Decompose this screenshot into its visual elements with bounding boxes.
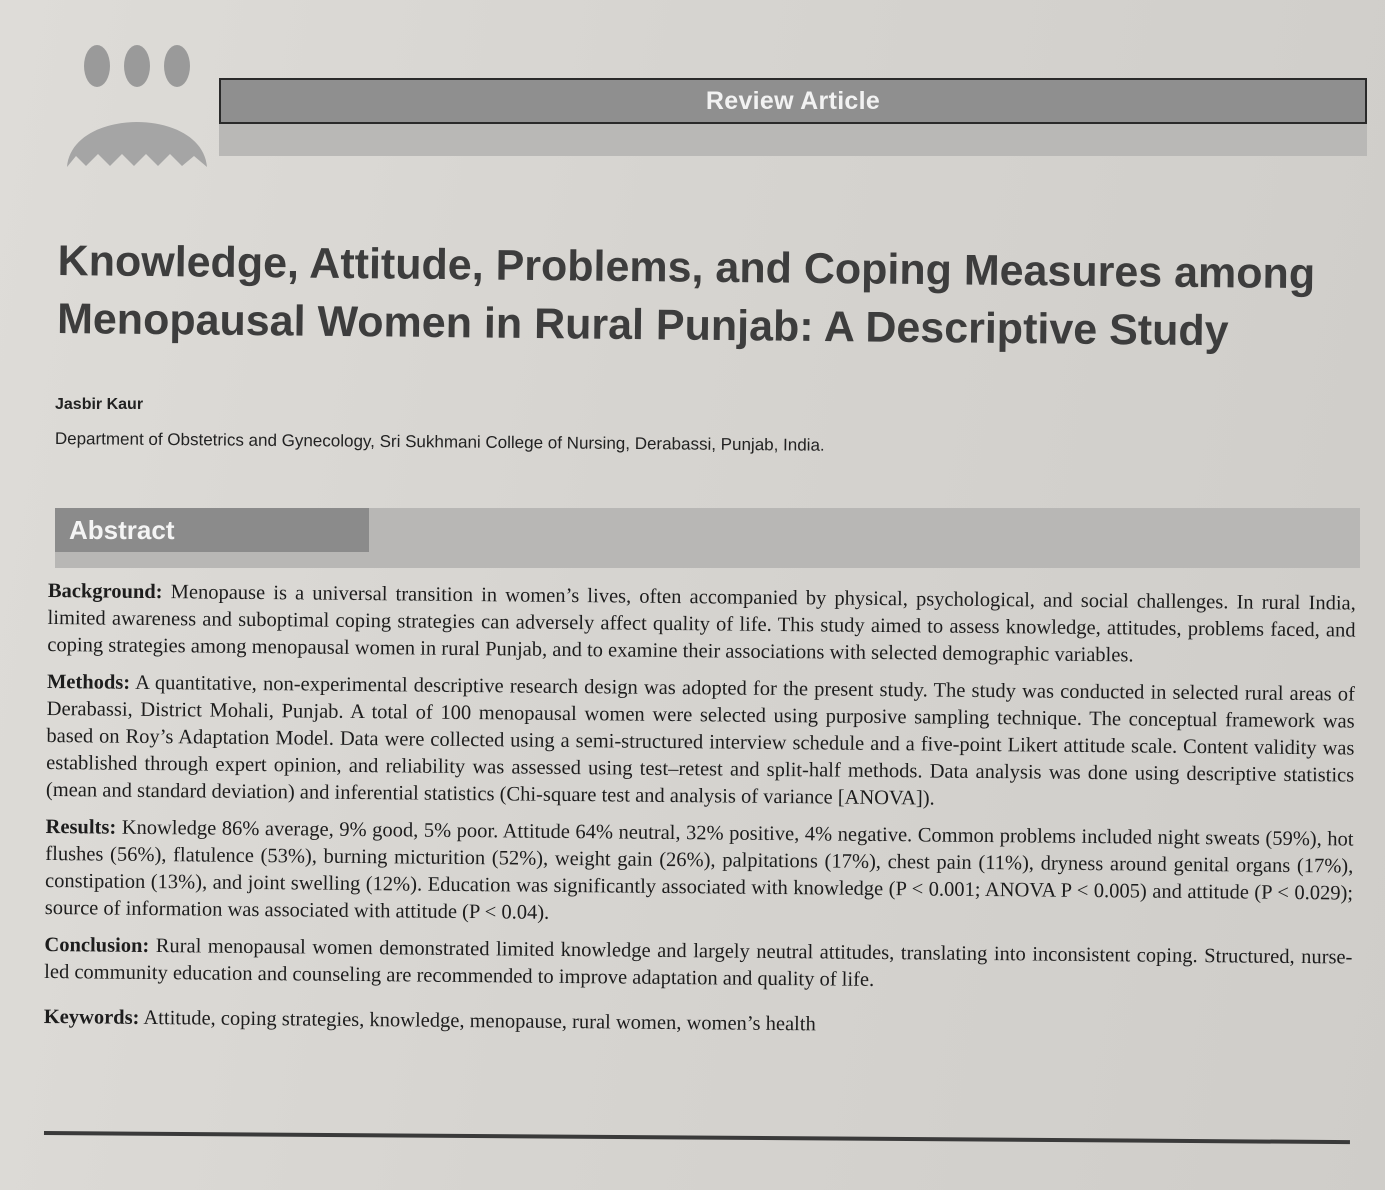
section-text: A quantitative, non-experimental descriptive research design was adopted for the present study. The study was conducted in selected rural areas of Derabassi, District Mohali, Punjab. A total of 100 menopausal women were selected using purposive sampling technique. The conceptual framework was based on Roy’s Adaptation Model. Data were collected using a semi-structured interview schedule and a five-point Likert attitude scale. Content validity was established through expert opinion, and reliability was assessed using test–retest and split-half methods. Data analysis was done using descriptive statistics (mean and standard deviation) and inferential statistics (Chi-square test and analysis of variance [ANOVA]). bbox=[45, 671, 1356, 810]
abstract-background bbox=[47, 578, 1356, 672]
section-text: Attitude, coping strategies, knowledge, menopause, rural women, women’s health bbox=[143, 1006, 816, 1036]
abstract-conclusion bbox=[44, 932, 1352, 999]
abstract-heading: Abstract bbox=[69, 514, 175, 545]
abstract-methods bbox=[46, 669, 1355, 817]
article-title: Knowledge, Attitude, Problems, and Coping Measures among Menopausal Women in Rural Punjab: A Descriptive Study bbox=[56, 236, 1316, 356]
section-label: Methods: bbox=[46, 670, 131, 694]
section-text: Knowledge 86% average, 9% good, 5% poor. Attitude 64% neutral, 32% positive, 4% negative. Common problems included night sweats (59%), hot flushes (56%), flatulence (53%), burning micturition (52%), weight gain (26%), palpitations (17%), chest pain (11%), dryness around genital organs (17%), constipation (13%), and joint swelling (12%). Education was significantly associated with knowledge (P < 0.001; ANOVA P < 0.005) and attitude (P < 0.029); source of information was associated with attitude (P < 0.04). bbox=[44, 816, 1354, 924]
section-label: Keywords: bbox=[43, 1005, 140, 1029]
journal-logo-icon bbox=[62, 42, 212, 182]
abstract-body bbox=[44, 578, 1356, 1054]
abstract-results bbox=[45, 814, 1354, 935]
section-text: Menopause is a universal transition in women’s lives, often accompanied by physical, psychological, and social challenges. In rural India, limited awareness and suboptimal coping strategies can adversely affect quality of life. This study aimed to assess knowledge, attitudes, problems faced, and coping strategies among menopausal women in rural Punjab, and to examine their associations with selected demographic variables. bbox=[47, 581, 1356, 667]
section-text: Rural menopausal women demonstrated limited knowledge and largely neutral attitudes, translating into inconsistent coping. Structured, nurse-led community education and counseling are recommended to improve adaptation and quality of life. bbox=[44, 935, 1353, 991]
banner-shadow bbox=[219, 124, 1367, 156]
article-type-banner bbox=[219, 78, 1367, 124]
article-type-label: Review Article bbox=[705, 86, 881, 115]
author-name: Jasbir Kaur bbox=[55, 396, 144, 413]
abstract-heading-box bbox=[55, 508, 369, 552]
section-label: Results: bbox=[45, 815, 117, 839]
abstract-keywords bbox=[44, 1004, 1352, 1044]
section-label: Background: bbox=[47, 579, 163, 604]
author-affiliation: Department of Obstetrics and Gynecology, Sri Sukhmani College of Nursing, Derabassi, Punjab, India. bbox=[54, 429, 825, 455]
section-label: Conclusion: bbox=[44, 933, 150, 957]
